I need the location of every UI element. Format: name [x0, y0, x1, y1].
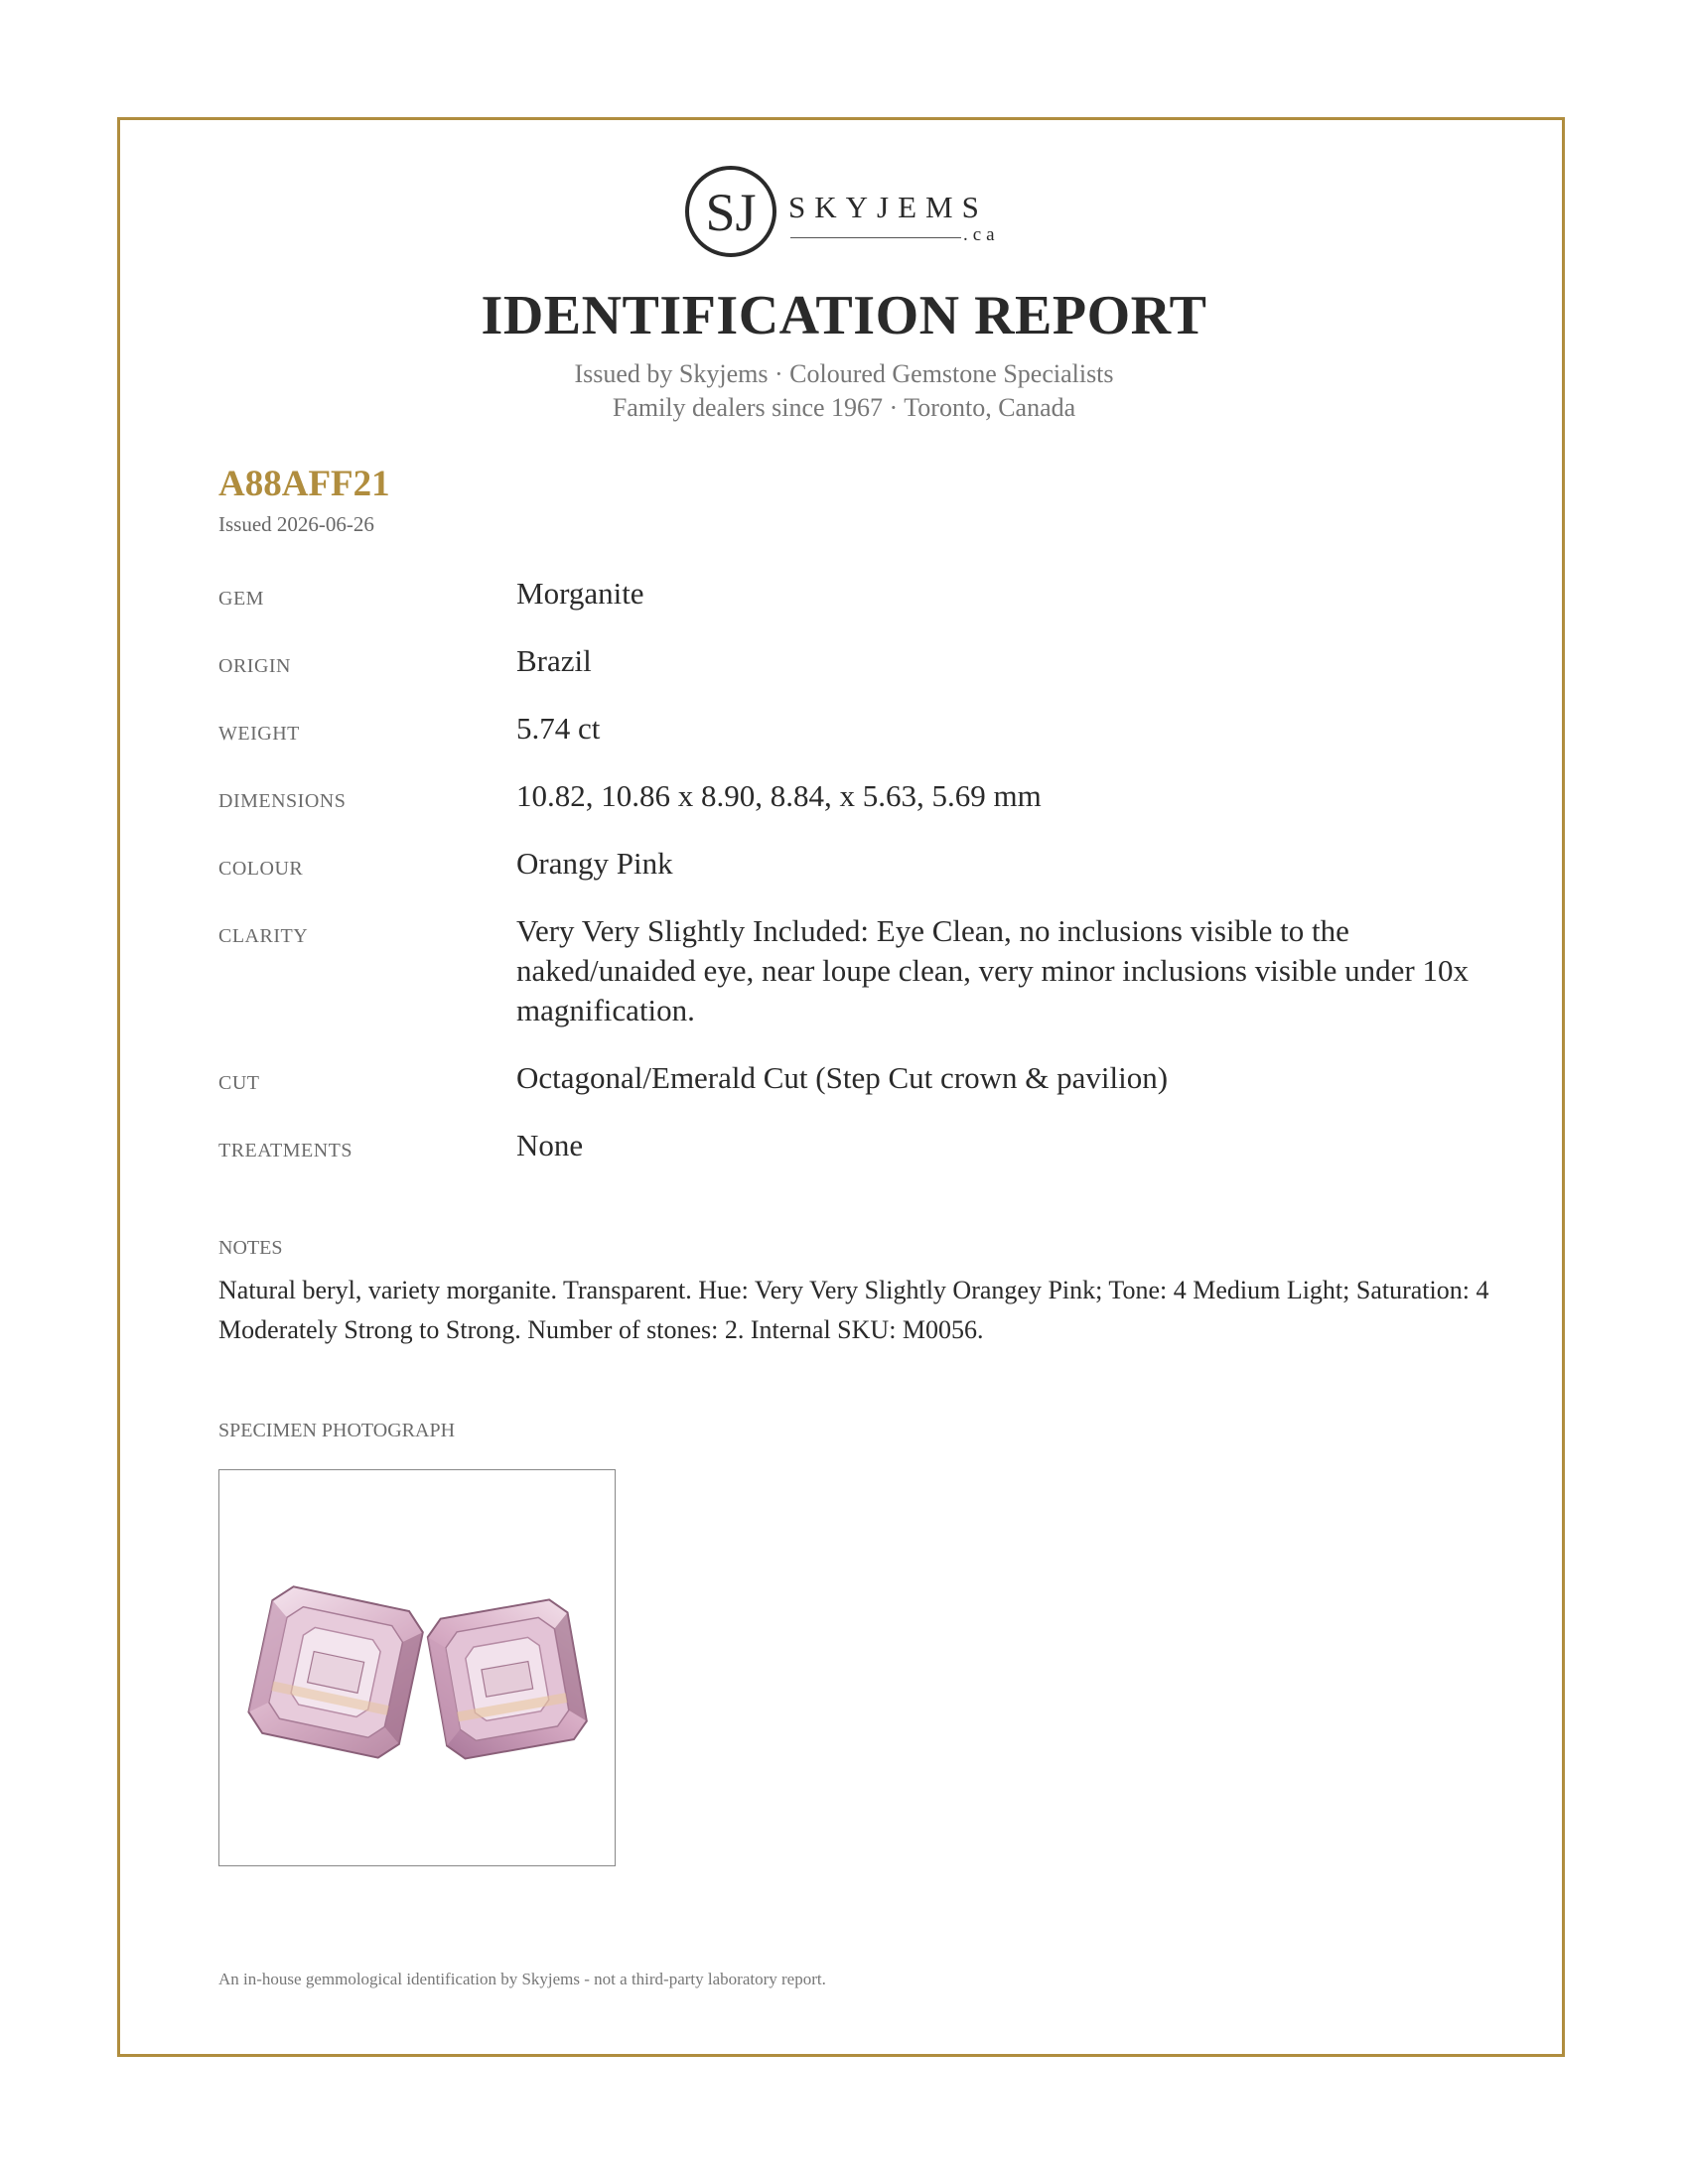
notes-text: Natural beryl, variety morganite. Transparent. Hue: Very Very Slightly Orangey Pink; Tone: 4 Medium Light; Saturation: 4 Moderately Strong to Strong. Number of stones: 2. Internal SKU: M0056. [218, 1276, 1489, 1344]
field-value-colour: Orangy Pink [516, 846, 673, 881]
field-value-weight: 5.74 ct [516, 711, 601, 746]
field-value-treatments: None [516, 1128, 584, 1162]
specimen-photo [218, 1469, 616, 1866]
report-id: A88AFF21 [218, 464, 390, 504]
monogram-text: SJ [705, 183, 757, 242]
issuer-line: Issued by Skyjems · Coloured Gemstone Specialists [574, 359, 1114, 388]
field-value-dimensions: 10.82, 10.86 x 8.90, 8.84, x 5.63, 5.69 mm [516, 778, 1042, 813]
field-label-weight: WEIGHT [218, 723, 300, 745]
field-label-clarity: CLARITY [218, 925, 309, 947]
logo-rule [790, 237, 961, 238]
field-label-cut: CUT [218, 1072, 260, 1094]
field-label-colour: COLOUR [218, 858, 304, 880]
gemstone-right [425, 1597, 590, 1762]
field-value-origin: Brazil [516, 643, 592, 678]
field-label-treatments: TREATMENTS [218, 1140, 352, 1161]
gemstones-illustration [219, 1470, 614, 1864]
disclaimer-footer: An in-house gemmological identification by Skyjems - not a third-party laboratory report. [218, 1970, 826, 1988]
issue-date: Issued 2026-06-26 [218, 512, 374, 536]
notes-label: NOTES [218, 1237, 283, 1259]
page-title: IDENTIFICATION REPORT [481, 285, 1207, 346]
photo-label: SPECIMEN PHOTOGRAPH [218, 1420, 456, 1441]
field-value-clarity: Very Very Slightly Included: Eye Clean, no inclusions visible to the naked/unaided eye, near loupe clean, very minor inclusions visible under 10x magnification. [516, 913, 1469, 1027]
field-value-gem: Morganite [516, 576, 644, 611]
field-label-gem: GEM [218, 588, 264, 610]
gemstone-left [245, 1583, 427, 1762]
logo-wordmark: SKYJEMS [788, 190, 988, 224]
field-label-dimensions: DIMENSIONS [218, 790, 347, 812]
sj-monogram-icon [683, 164, 778, 259]
skyjems-logo [683, 164, 1011, 263]
field-label-origin: ORIGIN [218, 655, 291, 677]
logo-tld: .ca [963, 224, 1000, 245]
field-value-cut: Octagonal/Emerald Cut (Step Cut crown & pavilion) [516, 1060, 1169, 1095]
dealer-line: Family dealers since 1967 · Toronto, Canada [612, 393, 1076, 422]
